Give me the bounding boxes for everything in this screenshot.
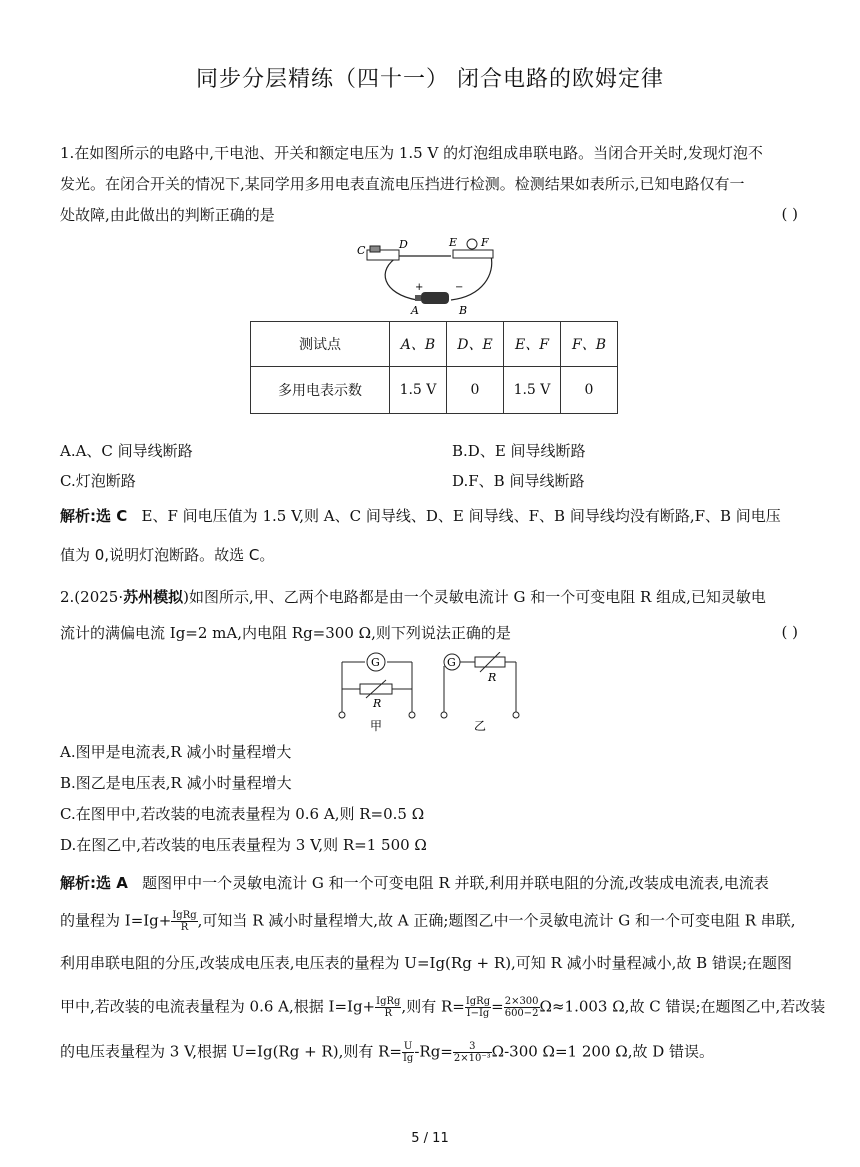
analysis-label: 解析:选 A xyxy=(60,874,128,892)
table-cell: 0 xyxy=(447,367,504,414)
table-cell: 1.5 V xyxy=(390,367,447,414)
q2-answer-paren: ( ) xyxy=(781,623,798,641)
q1-option-b: B.D、E 间导线断路 xyxy=(452,442,586,460)
q2-option-a: A.图甲是电流表,R 减小时量程增大 xyxy=(60,743,292,761)
q2-circuit-diagram xyxy=(330,652,530,734)
fraction: $\frac{\text{IgRg}}{R}$ xyxy=(376,996,401,1019)
label-c: C xyxy=(357,244,366,257)
table-cell: A、B xyxy=(390,322,447,367)
q2-analysis-line3: 利用串联电阻的分压,改装成电压表,电压表的量程为 U=Ig(Rg + R),可知 R 减小时量程减小,故 B 错误;在题图 xyxy=(60,954,793,972)
table-cell: 1.5 V xyxy=(504,367,561,414)
q2-option-b: B.图乙是电压表,R 减小时量程增大 xyxy=(60,774,292,792)
label-f: F xyxy=(481,236,489,249)
fraction: $\frac{2\times 300}{600-2}$ xyxy=(504,996,539,1019)
galvanometer-g: G xyxy=(371,656,380,669)
label-plus: + xyxy=(415,282,424,293)
label-b: B xyxy=(459,304,468,317)
q2-option-d: D.在图乙中,若改装的电压表量程为 3 V,则 R=1 500 Ω xyxy=(60,836,427,854)
analysis-text: ,可知当 R 减小时量程增大,故 A 正确;题图乙中一个灵敏电流计 G 和一个可变电阻 R 串联, xyxy=(197,911,796,930)
q1-analysis-line1 xyxy=(60,506,781,526)
label-d: D xyxy=(399,238,408,251)
q2-source: 苏州模拟 xyxy=(123,588,184,606)
analysis-text: E、F 间电压值为 1.5 V,则 A、C 间导线、D、E 间导线、F、B 间导线均没有断路,F、B 间电压 xyxy=(141,507,781,525)
q1-circuit-diagram xyxy=(355,234,505,318)
analysis-text: -Rg= xyxy=(414,1042,453,1061)
analysis-text: Ω-300 Ω=1 200 Ω,故 D 错误。 xyxy=(491,1042,715,1061)
label-e: E xyxy=(449,236,458,249)
table-cell: 0 xyxy=(561,367,618,414)
analysis-text: ,则有 R= xyxy=(401,997,465,1016)
q2-analysis-line5 xyxy=(60,1041,714,1064)
table-cell: 多用电表示数 xyxy=(251,367,390,414)
table-cell: 测试点 xyxy=(251,322,390,367)
table-cell: F、B xyxy=(561,322,618,367)
fraction: $\frac{3}{\text{2×10⁻³}}$ xyxy=(453,1041,491,1064)
q1-text-line3: 处故障,由此做出的判断正确的是 xyxy=(60,206,275,224)
fraction: $\frac{\text{IgRg}}{I-Ig}$ xyxy=(465,996,491,1019)
analysis-text: = xyxy=(491,997,504,1016)
q2-analysis-line1 xyxy=(60,873,769,893)
table-cell: D、E xyxy=(447,322,504,367)
table-row xyxy=(251,367,618,414)
label-a: A xyxy=(411,304,419,317)
q1-result-table xyxy=(250,321,618,414)
resistor-r: R xyxy=(488,671,497,684)
galvanometer-g: G xyxy=(447,656,456,669)
analysis-text: 的量程为 I=Ig+ xyxy=(60,911,172,930)
q2-analysis-line2 xyxy=(60,910,796,933)
q1-analysis-line2: 值为 0,说明灯泡断路。故选 C。 xyxy=(60,546,275,564)
page-number: 5 / 11 xyxy=(411,1131,449,1146)
fraction: $\frac{\text{IgRg}}{R}$ xyxy=(172,910,197,933)
q2-text-line2: 流计的满偏电流 Ig=2 mA,内电阻 Rg=300 Ω,则下列说法正确的是 xyxy=(60,624,511,642)
circuit-label-yi: 乙 xyxy=(474,719,487,733)
fraction: $\frac{U}{Ig}$ xyxy=(402,1041,414,1064)
q2-line1-rest: )如图所示,甲、乙两个电路都是由一个灵敏电流计 G 和一个可变电阻 R 组成,已知灵敏电 xyxy=(183,588,766,606)
q2-analysis-line4 xyxy=(60,996,825,1019)
q1-option-d: D.F、B 间导线断路 xyxy=(452,472,585,490)
q1-answer-paren: ( ) xyxy=(781,205,798,223)
analysis-text: 甲中,若改装的电流表量程为 0.6 A,根据 I=Ig+ xyxy=(60,997,376,1016)
table-cell: E、F xyxy=(504,322,561,367)
analysis-text: 的电压表量程为 3 V,根据 U=Ig(Rg + R),则有 R= xyxy=(60,1042,402,1061)
analysis-text: 题图甲中一个灵敏电流计 G 和一个可变电阻 R 并联,利用并联电阻的分流,改装成电流表,电流表 xyxy=(142,874,769,892)
q1-option-a: A.A、C 间导线断路 xyxy=(60,442,193,460)
table-row xyxy=(251,322,618,367)
q2-prefix: 2.(2025· xyxy=(60,588,124,606)
resistor-r: R xyxy=(373,697,382,710)
q1-option-c: C.灯泡断路 xyxy=(60,472,136,490)
circuit-label-jia: 甲 xyxy=(370,719,383,733)
label-minus: − xyxy=(455,282,464,293)
q2-text-line1 xyxy=(60,587,766,607)
q2-option-c: C.在图甲中,若改装的电流表量程为 0.6 A,则 R=0.5 Ω xyxy=(60,805,425,823)
page-title: 同步分层精练（四十一） 闭合电路的欧姆定律 xyxy=(196,67,664,92)
q1-text-line2: 发光。在闭合开关的情况下,某同学用多用电表直流电压挡进行检测。检测结果如表所示,已知电路仅有一 xyxy=(60,175,745,193)
analysis-text: Ω≈1.003 Ω,故 C 错误;在题图乙中,若改装 xyxy=(539,997,826,1016)
q1-text-line1: 1.在如图所示的电路中,干电池、开关和额定电压为 1.5 V 的灯泡组成串联电路。当闭合开关时,发现灯泡不 xyxy=(60,144,763,162)
analysis-label: 解析:选 C xyxy=(60,507,128,525)
